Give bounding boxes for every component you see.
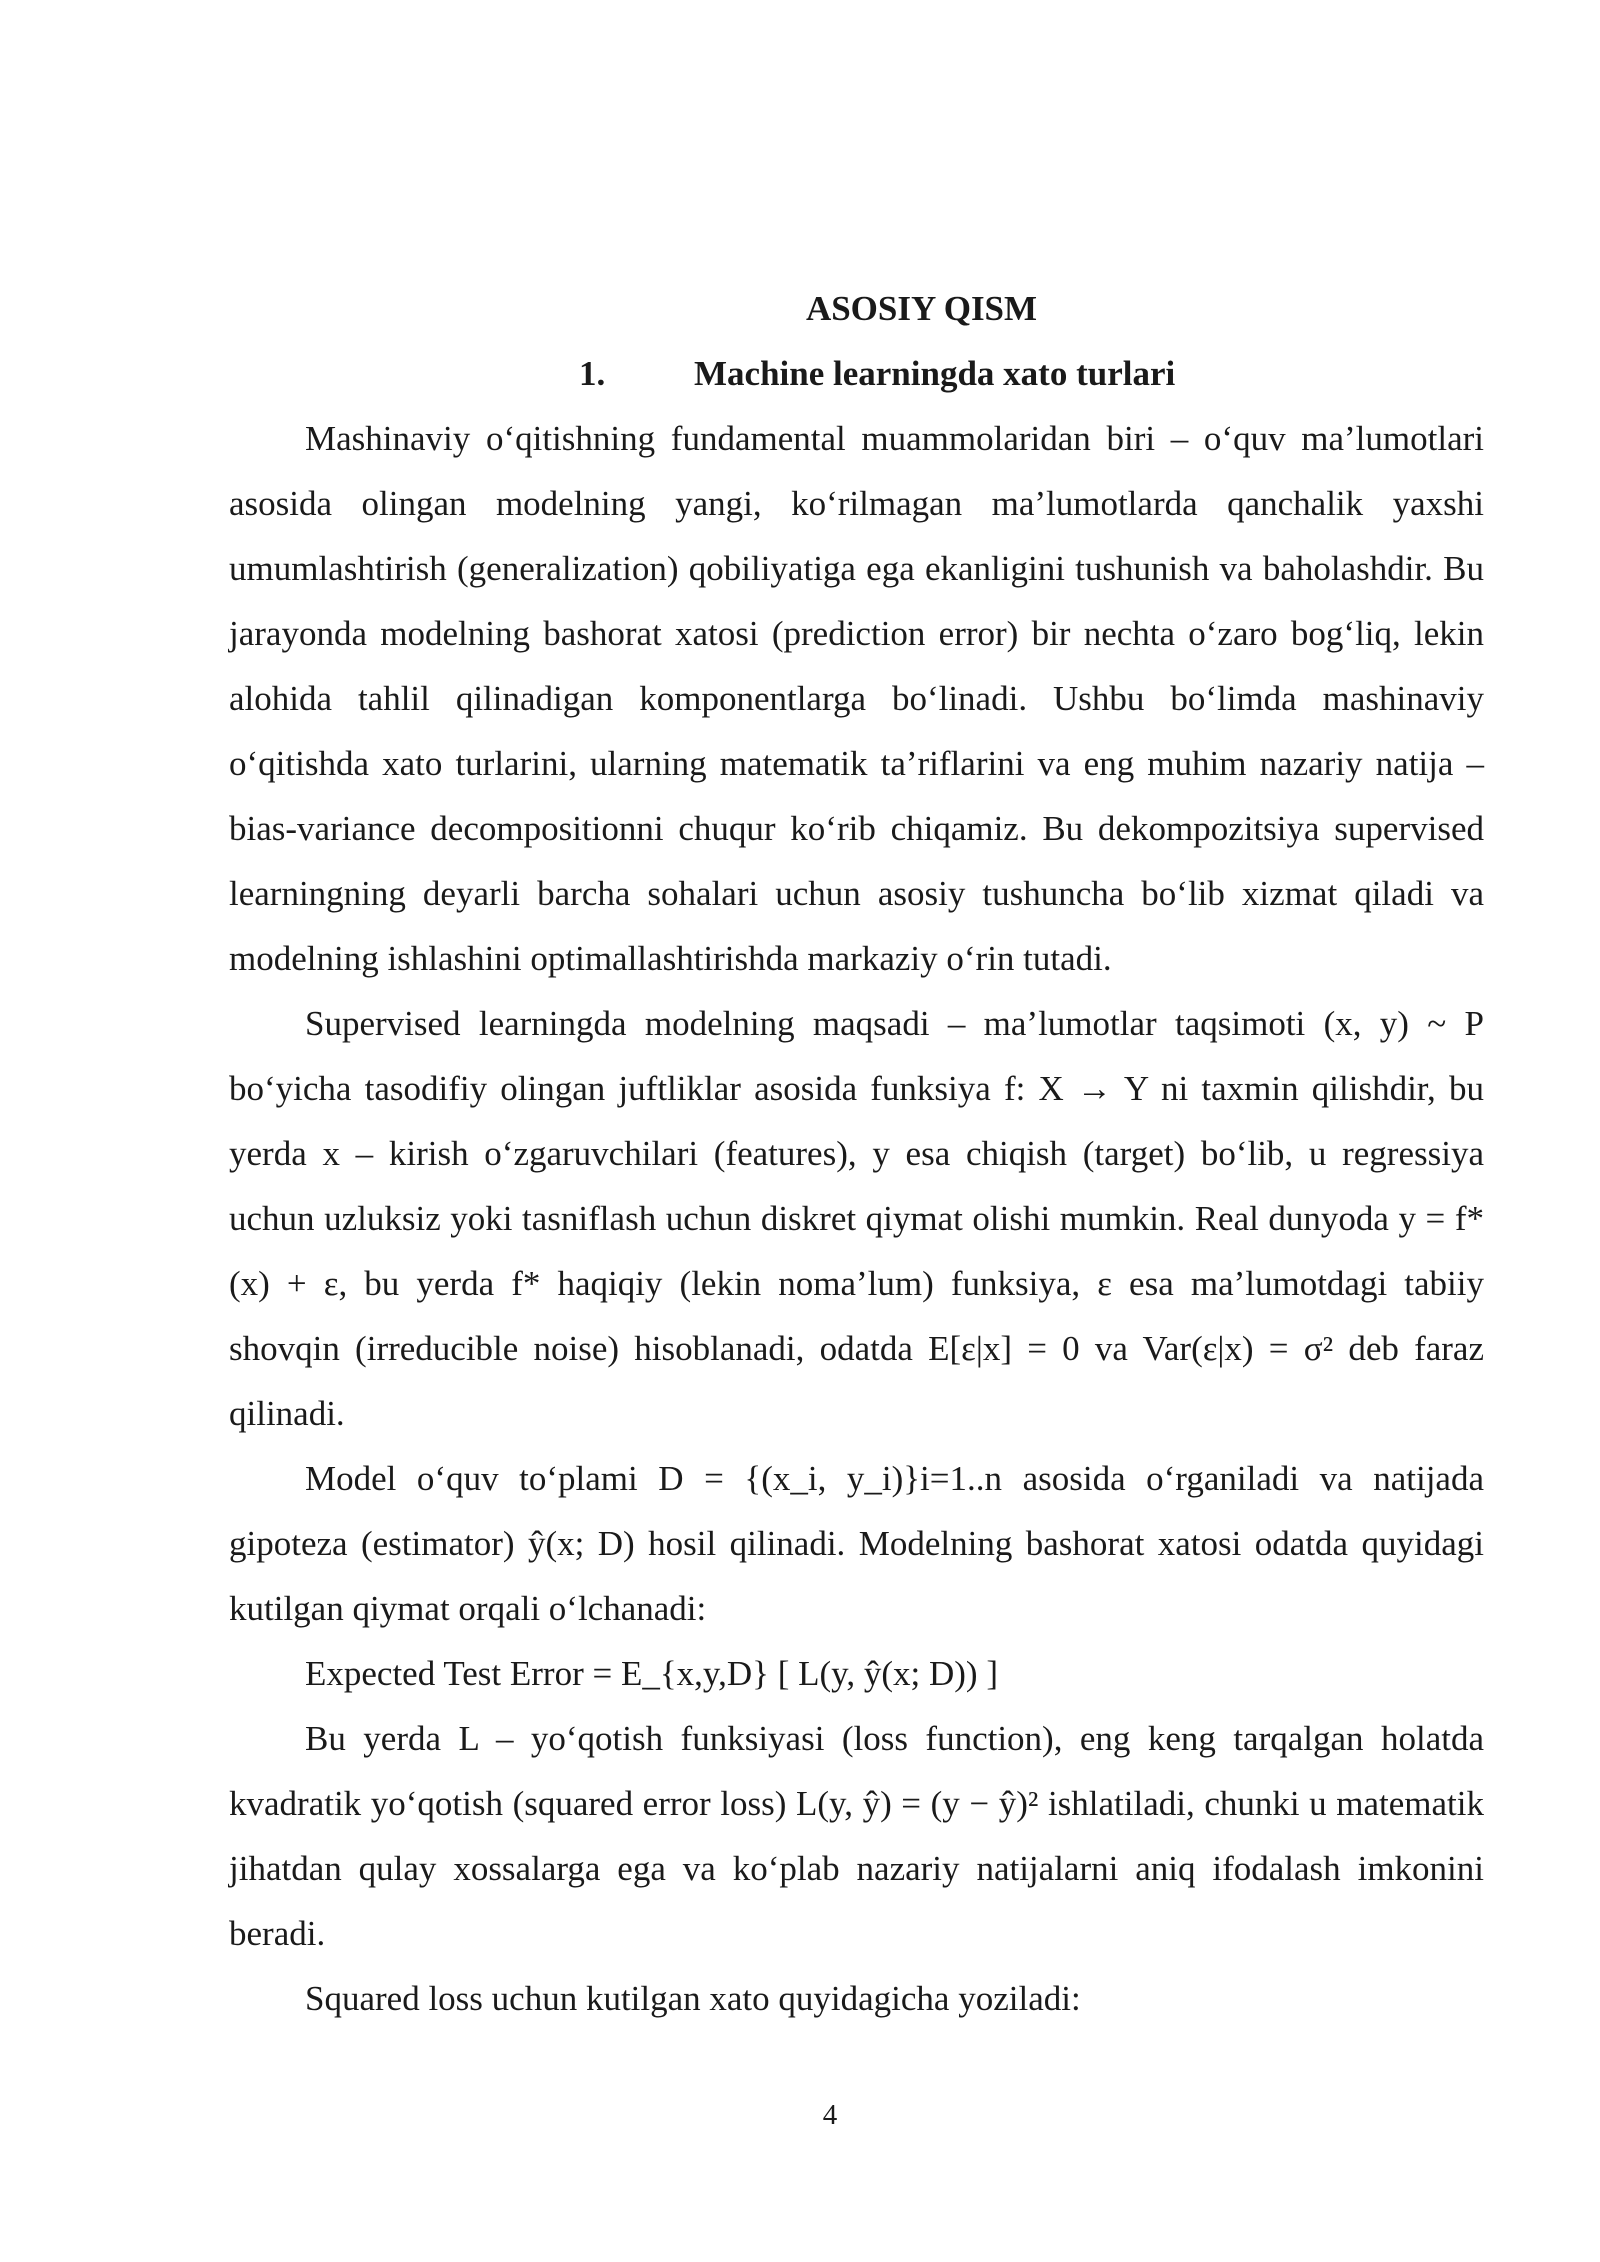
paragraph: Mashinaviy o‘qitishning fundamental muammolaridan biri – o‘quv ma’lumotlari asosida olingan modelning yangi, ko‘rilmagan ma’lumotlarda qanchalik yaxshi umumlashtirish (generalization) qobiliyatiga ega ekanligini tushunish va baholashdir. Bu jarayonda modelning bashorat xatosi (prediction error) bir nechta o‘zaro bog‘liq, lekin alohida tahlil qilinadigan komponentlarga bo‘linadi. Ushbu bo‘limda mashinaviy o‘qitishda xato turlarini, ularning matematik ta’riflarini va eng muhim nazariy natija – bias-variance decompositionni chuqur ko‘rib chiqamiz. Bu dekompozitsiya supervised learningning deyarli barcha sohalari uchun asosiy tushuncha bo‘lib xizmat qiladi va modelning ishlashini optimallashtirishda markaziy o‘rin tutadi. [229,419,1484,978]
paragraph: Model o‘quv to‘plami D = {(x_i, y_i)}i=1..n asosida o‘rganiladi va natijada gipoteza (estimator) ŷ(x; D) hosil qilinadi. Modelning bashorat xatosi odatda quyidagi kutilgan qiymat orqali o‘lchanadi: [229,1459,1484,1628]
paragraph: Bu yerda L – yo‘qotish funksiyasi (loss function), eng keng tarqalgan holatda kvadratik yo‘qotish (squared error loss) L(y, ŷ) = (y − ŷ)² ishlatiladi, chunki u matematik jihatdan qulay xossalarga ega va ko‘plab nazariy natijalarni aniq ifodalash imkonini beradi. [229,1719,1484,1953]
page-number: 4 [822,2099,838,2131]
paragraph: Squared loss uchun kutilgan xato quyidagicha yoziladi: [305,1979,1081,2018]
page-heading: ASOSIY QISM [805,289,1038,328]
page-content [229,276,1484,2031]
section-number: 1. [579,354,606,393]
section-title: Machine learningda xato turlari [694,354,1176,393]
formula: Expected Test Error = E_{x,y,D} [ L(y, ŷ(x; D)) ] [305,1654,998,1693]
section-heading [229,341,1484,406]
paragraph: Supervised learningda modelning maqsadi – ma’lumotlar taqsimoti (x, y) ~ P bo‘yicha tasodifiy olingan juftliklar asosida funksiya f: X → Y ni taxmin qilishdir, bu yerda x – kirish o‘zgaruvchilari (features), y esa chiqish (target) bo‘lib, u regressiya uchun uzluksiz yoki tasniflash uchun diskret qiymat olishi mumkin. Real dunyoda y = f*(x) + ε, bu yerda f* haqiqiy (lekin noma’lum) funksiya, ε esa ma’lumotdagi tabiiy shovqin (irreducible noise) hisoblanadi, odatda E[ε|x] = 0 va Var(ε|x) = σ² deb faraz qilinadi. [229,1004,1484,1433]
